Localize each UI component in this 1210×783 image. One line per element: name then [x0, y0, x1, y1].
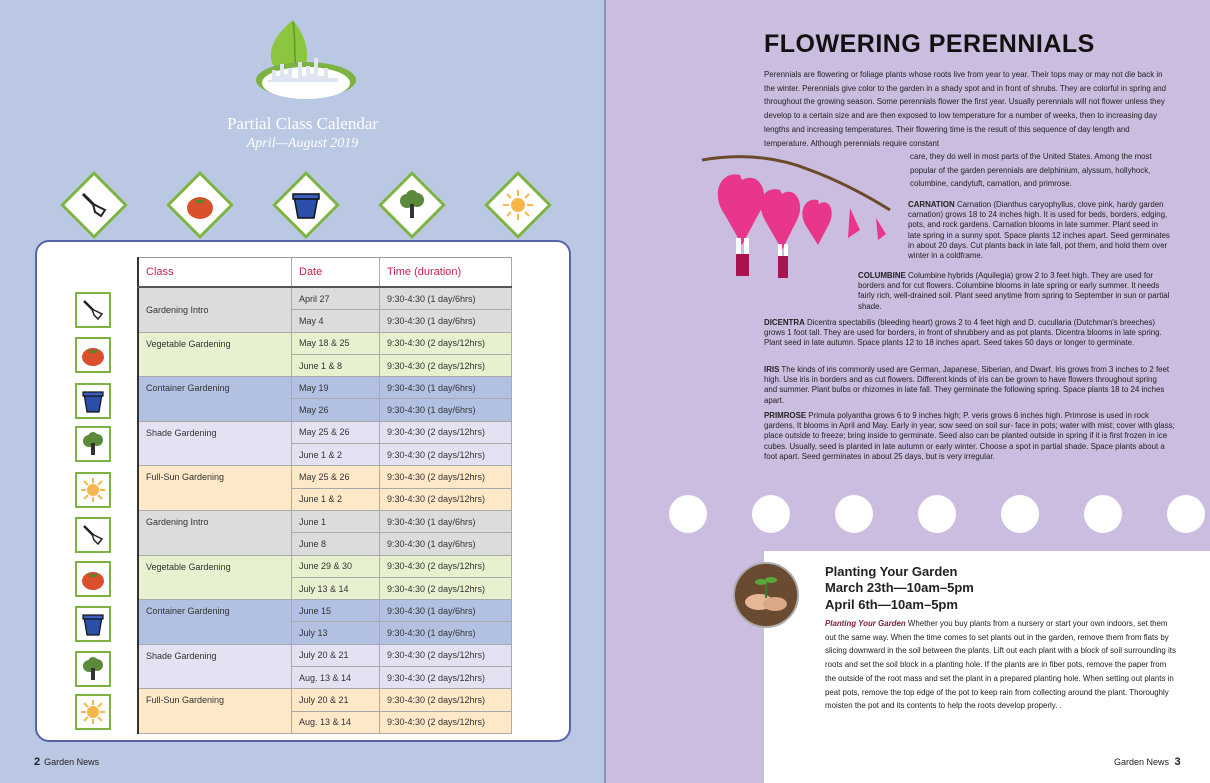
left-folio-label: Garden News [44, 757, 100, 767]
table-row: Shade Gardening May 25 & 26 9:30-4:30 (2 days/12hrs) [138, 421, 512, 443]
primrose-paragraph [764, 411, 1176, 462]
event-date-1: March 23th—10am–5pm [825, 580, 974, 595]
left-folio [34, 756, 99, 768]
event-text: Whether you buy plants from a nursery or start your own indoors, set them out the same way. When the time comes to set plants out in the garden, remove them from flats by slicing downward in the soil between the plants. Lift out each plant with a block of soil surrounding its roots and set the soil block in a planting hole. If the plants are in fiber pots, remove the paper from the outside of the root mass and set the plant in a prepared planting hole. When setting out plants in peat pots, remove the top edge of the pot to keep rain from collecting around the plant. Thoroughly moisten the pot and its contents to help the roots develop properly. . [825, 619, 1176, 711]
tomato-icon [75, 337, 111, 373]
seedling-image [735, 564, 797, 626]
intro-paragraph: Perennials are flowering or foliage plants whose roots live from year to year. Their tops may or may not die back in the winter. Perennials give color to the garden in a shady spot and in front of shrubs. They are colorful in spring and throughout the growing season. Some perennials flower the first year. Usually perennials will not flower unless they develop to a certain size and are then exposed to low temperature for a number of weeks, then to increasing day lengths and increasing temperatures. Their flowering time is the result of this sequence of day length and temperature. Although perennials require constant [764, 70, 1167, 148]
event-title: Planting Your Garden [825, 564, 958, 579]
pot-icon [75, 606, 111, 642]
table-row: Gardening Intro June 1 9:30-4:30 (1 day/6hrs) [138, 510, 512, 532]
table-row: June 8 9:30-4:30 (1 day/6hrs) [138, 533, 512, 555]
event-date-2: April 6th—10am–5pm [825, 597, 958, 612]
tomato-icon [75, 561, 111, 597]
leaf-skyline-logo [248, 18, 358, 102]
table-row: June 1 & 2 9:30-4:30 (2 days/12hrs) [138, 444, 512, 466]
dot [1167, 495, 1205, 533]
columbine-label: COLUMBINE [858, 271, 906, 280]
table-row: July 13 9:30-4:30 (1 day/6hrs) [138, 622, 512, 644]
trowel-icon [75, 292, 111, 328]
col-header-date: Date [292, 258, 380, 288]
columbine-text: Columbine hybrids (Aquilegia) grow 2 to 3 feet high. They are used for borders and for cut flowers. Columbine blooms in late spring or early summer. It needs fairly rich, well-drained soil. Plant seed anytime from spring to September in sun or partial shade. [858, 271, 1170, 311]
iris-text: The kinds of iris commonly used are German, Japanese, Siberian, and Dwarf. Iris grows from 3 inches to 2 feet high. Use iris in borders and as cut flowers. Different kinds of iris can be grown to have flowers throughout spring and summer. Plant bulbs or rhizomes in late fall. They germinate the following spring. Space plants 18 to 24 inches apart. [764, 365, 1170, 405]
dot [918, 495, 956, 533]
right-folio-label: Garden News [1114, 757, 1170, 767]
dicentra-text: Dicentra spectabilis (bleeding heart) grows 2 to 4 feet high and D. cucullaria (Dutchman's breeches) grows 1 foot tall. They are used for borders, in front of shrubbery and as pot plants. Dicentra blooms in late spring. Plant seed in late autumn. Space plants 12 to 18 inches apart. Seed takes 50 days or longer to germinate. [764, 318, 1162, 348]
intro-paragraph-cont: care, they do well in most parts of the United States. Among the most popular of the garden perennials are delphinium, alyssum, hollyhock, columbine, candytuft, carnation, and primrose. [910, 152, 1152, 189]
columbine-paragraph [858, 271, 1172, 312]
event-lead: Planting Your Garden [825, 619, 906, 628]
dicentra-label: DICENTRA [764, 318, 805, 327]
dot [1084, 495, 1122, 533]
table-row: May 26 9:30-4:30 (1 day/6hrs) [138, 399, 512, 421]
left-page-number: 2 [34, 756, 41, 768]
page-title: FLOWERING PERENNIALS [764, 30, 1095, 58]
table-row: Container Gardening May 19 9:30-4:30 (1 day/6hrs) [138, 377, 512, 399]
primrose-text: Primula polyantha grows 6 to 9 inches high; P. veris grows 6 inches high. Primrose is used in rock gardens. It blooms in April and May. Early in year, sow seed on soil sur- face in pots; water with mist; cover with glass; place outside to freeze; bring inside to germinate. Seed also can be planted outside in spring if it is first frozen in ice cubes. Usually, seed is planted in late autumn or early winter. Choose a spot in partial shade. Space plants about a foot apart. Seed germinates in about 25 days, but is very irregular. [764, 411, 1175, 461]
table-row: Vegetable Gardening May 18 & 25 9:30-4:30 (2 days/12hrs) [138, 332, 512, 354]
right-folio [1114, 756, 1181, 768]
primrose-label: PRIMROSE [764, 411, 807, 420]
sun-icon [75, 472, 111, 508]
sun-icon [75, 694, 111, 730]
table-row: Aug. 13 & 14 9:30-4:30 (2 days/12hrs) [138, 711, 512, 733]
table-row: Gardening Intro April 27 9:30-4:30 (1 day/6hrs) [138, 287, 512, 310]
col-header-class: Class [138, 258, 292, 288]
table-row: Full-Sun Gardening May 25 & 26 9:30-4:30 (2 days/12hrs) [138, 466, 512, 488]
dot [1001, 495, 1039, 533]
carnation-label: CARNATION [908, 200, 955, 209]
dot [752, 495, 790, 533]
table-row: Container Gardening June 15 9:30-4:30 (1 day/6hrs) [138, 600, 512, 622]
table-row: Shade Gardening July 20 & 21 9:30-4:30 (2 days/12hrs) [138, 644, 512, 666]
pot-icon [75, 383, 111, 419]
table-row: Aug. 13 & 14 9:30-4:30 (2 days/12hrs) [138, 667, 512, 689]
col-header-time: Time (duration) [380, 258, 512, 288]
table-row: June 1 & 2 9:30-4:30 (2 days/12hrs) [138, 488, 512, 510]
calendar-subtitle: April—August 2019 [246, 136, 359, 151]
iris-label: IRIS [764, 365, 780, 374]
table-row: July 13 & 14 9:30-4:30 (2 days/12hrs) [138, 577, 512, 599]
iris-paragraph [764, 365, 1172, 406]
carnation-text: Carnation (Dianthus caryophyllus, clove pink, hardy garden carnation) grows 18 to 24 inches high. It is used for beds, borders, edging, pots, and rock gardens. Carnation blooms in late summer. Plant seed in late spring in a sunny spot. Space plants 12 inches apart. Seed germinates in about 20 days. Cut plants back in late fall, pot them, and hold them over winter in a coldframe. [908, 200, 1170, 261]
class-schedule-table [137, 257, 512, 734]
table-row: May 4 9:30-4:30 (1 day/6hrs) [138, 310, 512, 332]
bleeding-heart-flower-image [700, 150, 900, 285]
dot [835, 495, 873, 533]
dicentra-paragraph [764, 318, 1172, 349]
trowel-icon [75, 517, 111, 553]
right-page-number: 3 [1174, 756, 1181, 768]
calendar-title: Partial Class Calendar [226, 114, 379, 133]
tree-icon [75, 426, 111, 462]
table-row: Full-Sun Gardening July 20 & 21 9:30-4:30 (2 days/12hrs) [138, 689, 512, 711]
carnation-paragraph [908, 200, 1172, 261]
table-row: June 1 & 8 9:30-4:30 (2 days/12hrs) [138, 354, 512, 376]
tree-icon [75, 651, 111, 687]
table-row: Vegetable Gardening June 29 & 30 9:30-4:30 (2 days/12hrs) [138, 555, 512, 577]
planting-photo [733, 562, 799, 628]
dot [669, 495, 707, 533]
event-description [825, 617, 1177, 713]
